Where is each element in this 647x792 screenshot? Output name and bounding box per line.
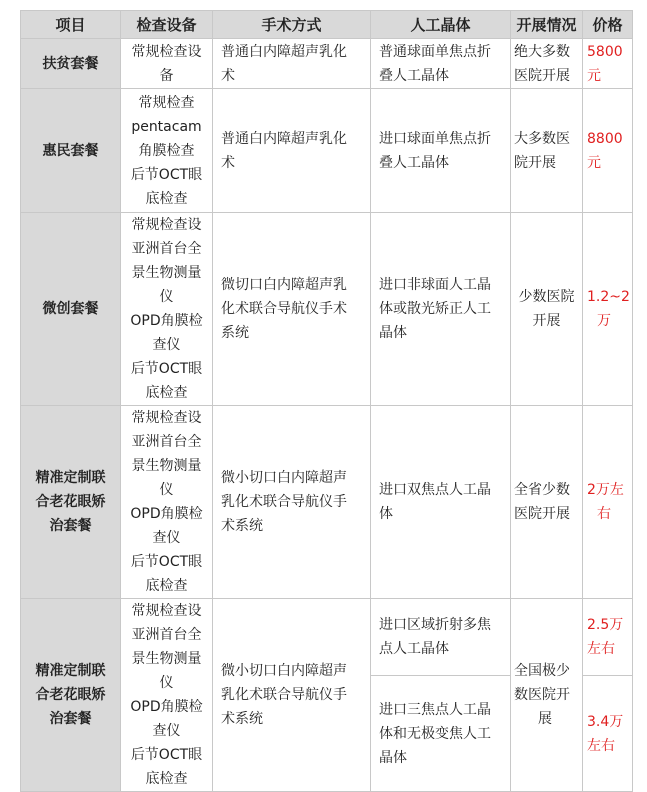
lens-cell: 进口三焦点人工晶 体和无极变焦人工 晶体	[371, 676, 511, 792]
equipment-cell: 常规检查设 亚洲首台全 景生物测量 仪 OPD角膜检 查仪 后节OCT眼 底检查	[121, 599, 213, 792]
table-row	[21, 213, 633, 406]
header-row	[21, 11, 633, 39]
header-price: 价格	[583, 11, 633, 39]
package-name: 微创套餐	[21, 213, 121, 406]
lens-cell: 进口区域折射多焦 点人工晶体	[371, 599, 511, 676]
package-name: 精准定制联 合老花眼矫 治套餐	[21, 406, 121, 599]
availability-cell: 少数医院 开展	[511, 213, 583, 406]
availability-cell: 全国极少 数医院开 展	[511, 599, 583, 792]
equipment-cell: 常规检查设 亚洲首台全 景生物测量 仪 OPD角膜检 查仪 后节OCT眼 底检查	[121, 213, 213, 406]
header-lens: 人工晶体	[371, 11, 511, 39]
method-cell: 普通白内障超声乳化 术	[213, 89, 371, 213]
package-table	[20, 10, 633, 792]
price-cell: 2.5万 左右	[583, 599, 633, 676]
table-row	[21, 39, 633, 89]
price-cell: 1.2~2 万	[583, 213, 633, 406]
lens-cell: 进口非球面人工晶 体或散光矫正人工 晶体	[371, 213, 511, 406]
header-item: 项目	[21, 11, 121, 39]
method-cell: 普通白内障超声乳化 术	[213, 39, 371, 89]
equipment-cell: 常规检查设 备	[121, 39, 213, 89]
method-cell: 微切口白内障超声乳 化术联合导航仪手术 系统	[213, 213, 371, 406]
price-cell: 3.4万 左右	[583, 676, 633, 792]
method-cell: 微小切口白内障超声 乳化术联合导航仪手 术系统	[213, 406, 371, 599]
package-name: 惠民套餐	[21, 89, 121, 213]
package-name: 精准定制联 合老花眼矫 治套餐	[21, 599, 121, 792]
lens-cell: 进口球面单焦点折 叠人工晶体	[371, 89, 511, 213]
lens-cell: 普通球面单焦点折 叠人工晶体	[371, 39, 511, 89]
price-cell: 8800 元	[583, 89, 633, 213]
method-cell: 微小切口白内障超声 乳化术联合导航仪手 术系统	[213, 599, 371, 792]
package-name: 扶贫套餐	[21, 39, 121, 89]
lens-cell: 进口双焦点人工晶 体	[371, 406, 511, 599]
header-method: 手术方式	[213, 11, 371, 39]
availability-cell: 大多数医 院开展	[511, 89, 583, 213]
header-equipment: 检查设备	[121, 11, 213, 39]
equipment-cell: 常规检查 pentacam 角膜检查 后节OCT眼 底检查	[121, 89, 213, 213]
availability-cell: 绝大多数 医院开展	[511, 39, 583, 89]
table-row	[21, 599, 633, 676]
table-row	[21, 406, 633, 599]
header-availability: 开展情况	[511, 11, 583, 39]
price-cell: 5800 元	[583, 39, 633, 89]
price-cell: 2万左 右	[583, 406, 633, 599]
table-row	[21, 89, 633, 213]
availability-cell: 全省少数 医院开展	[511, 406, 583, 599]
equipment-cell: 常规检查设 亚洲首台全 景生物测量 仪 OPD角膜检 查仪 后节OCT眼 底检查	[121, 406, 213, 599]
